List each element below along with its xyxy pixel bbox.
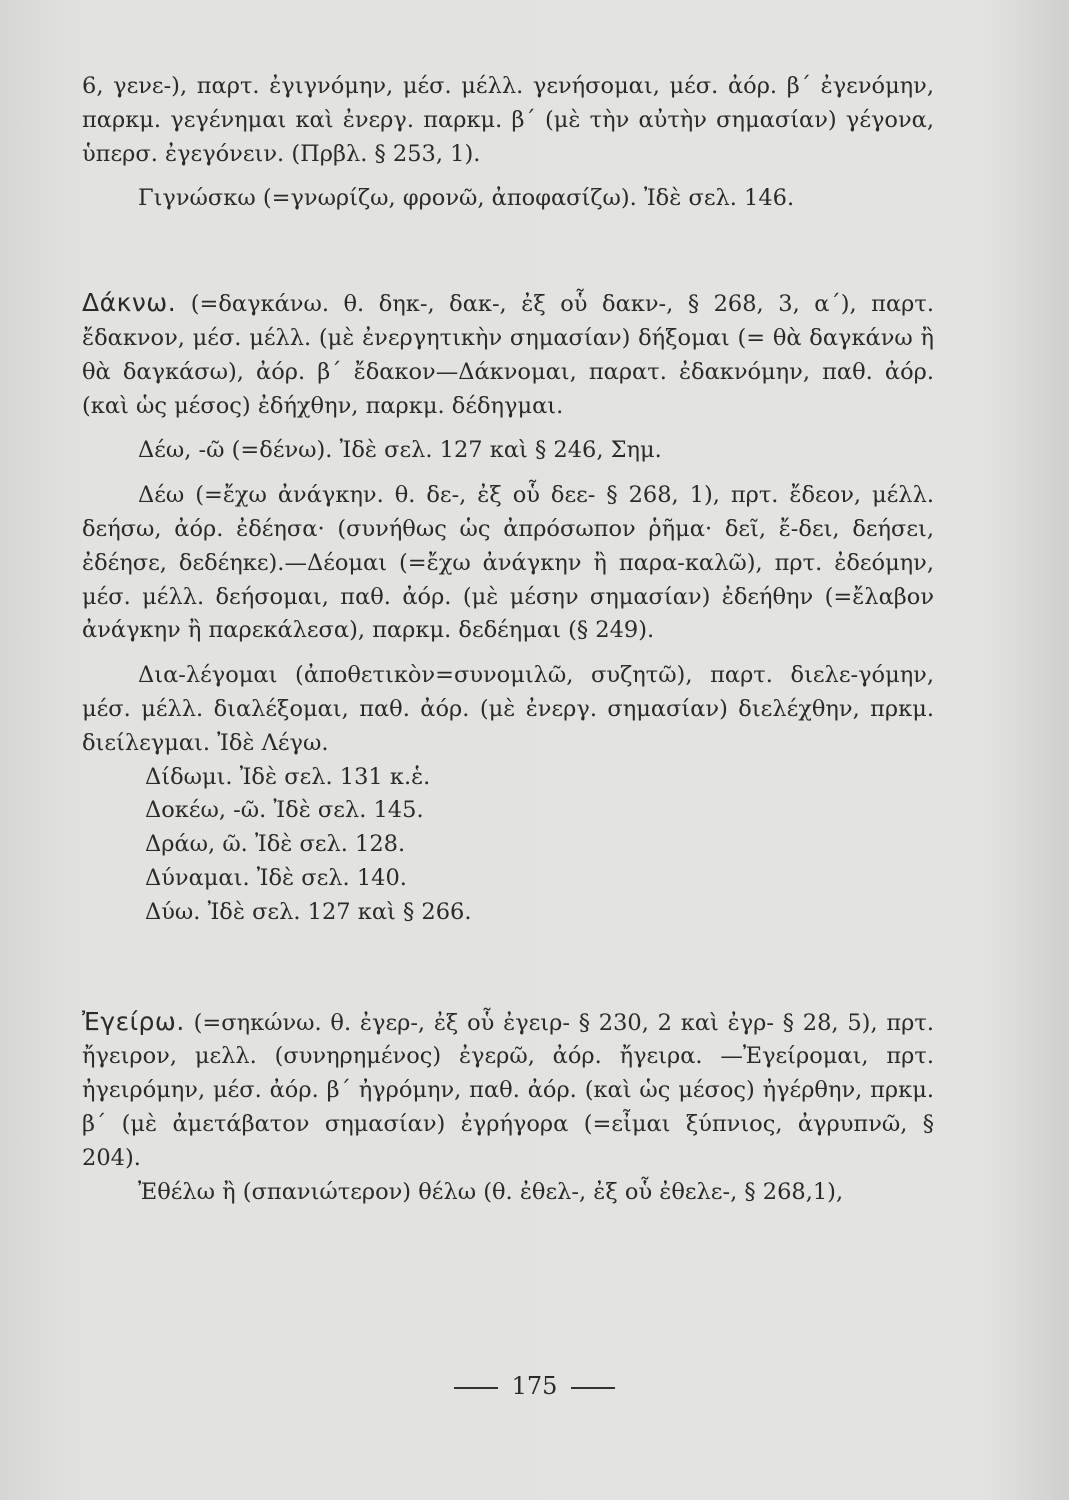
page-number-right-dash	[571, 1387, 615, 1389]
entry-deo-bind: Δέω, -ῶ (=δένω). Ἰδὲ σελ. 127 καὶ § 246, Σημ.	[138, 437, 662, 464]
cross-ref-dynamai: Δύναμαι. Ἰδὲ σελ. 140.	[145, 864, 407, 891]
entry-ethelo: Ἐθέλω ἢ (σπανιώτερον) θέλω (θ. ἐθελ-, ἐξ οὗ ἐθελε-, § 268,1),	[138, 1178, 844, 1205]
entry-dakno-body: (=δαγκάνω. θ. δηκ-, δακ-, ἐξ οὗ δακν-, § 268, 3, α΄), παρτ. ἔδακνον, μέσ. μέλλ. (μὲ ἐνεργητικὴν σημασίαν) δήξομαι (= θὰ δαγκάνω ἢ θὰ δαγκάσω), ἀόρ. β΄ ἔδακον—Δάκνομαι, παρατ. ἐδακνόμην, παθ. ἀόρ. (καὶ ὡς μέσος) ἐδήχθην, παρκμ. δέδηγμαι.	[82, 291, 934, 419]
entry-deo-need: Δέω (=ἔχω ἀνάγκην. θ. δε-, ἐξ οὗ δεε- § 268, 1), πρτ. ἔδεον, μέλλ. δεήσω, ἀόρ. ἐδέησα· (συνήθως ὡς ἀπρόσωπον ῥῆμα· δεῖ, ἔ-δει, δεήσει, ἐδέησε, δεδέηκε).—Δέομαι (=ἔχω ἀνάγκην ἢ παρα-καλῶ), πρτ. ἐδεόμην, μέσ. μέλλ. δεήσομαι, παθ. ἀόρ. (μὲ μέσην σημασίαν) ἐδεήθην (=ἔλαβον ἀνάγκην ἢ παρεκάλεσα), παρκμ. δεδέημαι (§ 249).	[82, 482, 934, 644]
entry-egeiro	[82, 1005, 934, 1176]
page-number-value: 175	[511, 1372, 558, 1400]
entry-dialegomai: Δια-λέγομαι (ἀποθετικὸν=συνομιλῶ, συζητῶ), παρτ. διελε-γόμην, μέσ. μέλλ. διαλέξομαι, παθ. ἀόρ. (μὲ ἐνεργ. σημασίαν) διελέχθην, πρκμ. διείλεγμαι. Ἰδὲ Λέγω.	[82, 662, 934, 756]
page-body	[82, 70, 934, 1209]
page-number	[0, 1372, 1069, 1400]
headword-dakno: Δάκνω.	[82, 288, 177, 318]
cross-ref-drao: Δράω, ῶ. Ἰδὲ σελ. 128.	[145, 831, 406, 858]
cross-ref-dyo: Δύω. Ἰδὲ σελ. 127 καὶ § 266.	[145, 898, 472, 925]
cross-ref-dokeo: Δοκέω, -ῶ. Ἰδὲ σελ. 145.	[145, 797, 424, 824]
entry-egeiro-body: (=σηκώνω. θ. ἐγερ-, ἐξ οὗ ἐγειρ- § 230, 2 καὶ ἐγρ- § 28, 5), πρτ. ἤγειρον, μελλ. (συνηρημένος) ἐγερῶ, ἀόρ. ἤγειρα. —Ἐγείρομαι, πρτ. ἠγειρόμην, μέσ. ἀόρ. β΄ ἠγρόμην, παθ. ἀόρ. (καὶ ὡς μέσος) ἠγέρθην, πρκμ. β΄ (μὲ ἀμετάβατον σημασίαν) ἐγρήγορα (=εἶμαι ξύπνιος, ἀγρυπνῶ, § 204).	[82, 1009, 934, 1171]
page-number-left-dash	[454, 1387, 498, 1389]
headword-egeiro: Ἐγείρω.	[82, 1006, 185, 1036]
entry-gignomai-continuation: 6, γενε-), παρτ. ἐγιγνόμην, μέσ. μέλλ. γενήσομαι, μέσ. ἀόρ. β΄ ἐγενόμην, παρκμ. γεγένημαι καὶ ἐνεργ. παρκμ. β΄ (μὲ τὴν αὐτὴν σημασίαν) γέγονα, ὑπερσ. ἐγεγόνειν. (Πρβλ. § 253, 1).	[82, 73, 934, 167]
cross-ref-didomi: Δίδωμι. Ἰδὲ σελ. 131 κ.ἑ.	[145, 763, 431, 790]
entry-dakno	[82, 286, 934, 423]
entry-gignosko: Γιγνώσκω (=γνωρίζω, φρονῶ, ἀποφασίζω). Ἰδὲ σελ. 146.	[138, 185, 795, 212]
